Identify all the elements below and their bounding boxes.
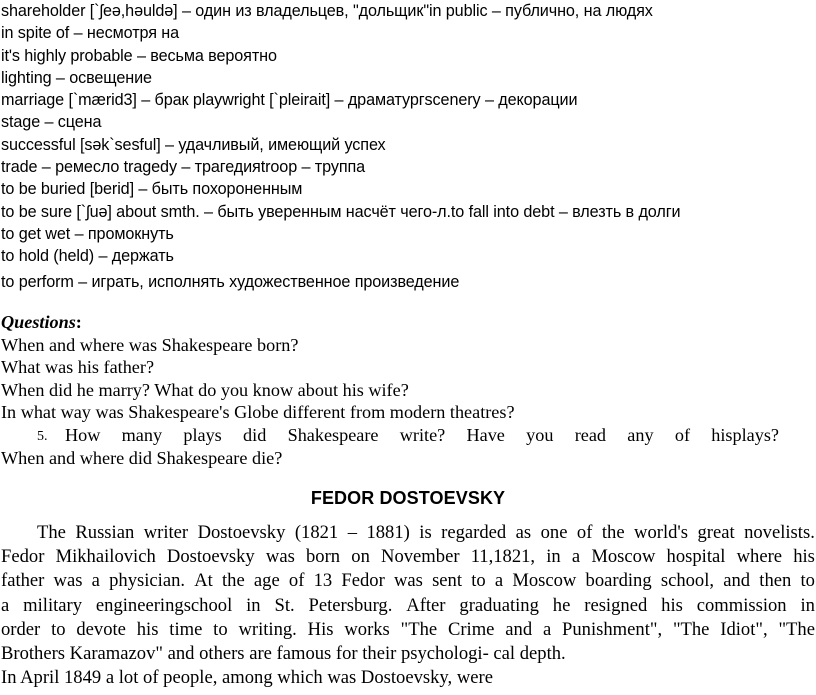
article-word: boarding [585,570,652,592]
question-item: In what way was Shakespeare's Globe different from modern theatres? [1,402,515,423]
question-word: of [674,424,690,445]
question-word: plays [183,424,222,445]
article-word: to [471,570,486,592]
article-word: graduating [459,594,539,616]
article-word: the [601,522,625,543]
article-word: of [288,570,305,592]
article-word: "The [400,618,438,640]
article-word: writing. [238,618,297,640]
article-word: of [576,522,593,543]
questions-heading-label: Questions [1,312,76,332]
question-word: any [627,424,654,445]
article-word: world's [634,522,688,543]
article-word: Moscow [512,570,577,592]
article-word: the [222,570,245,592]
article-word: was [53,570,83,592]
article-word: St. [274,594,295,616]
article-word: school, [660,570,715,592]
vocabulary-entry: lighting – освещение [1,68,152,87]
article-word: physician. [109,570,186,592]
vocabulary-entry: it's highly probable – весьма вероятно [1,46,277,65]
article-word: in [246,594,261,616]
vocabulary-entry: in spite of – несмотря на [1,24,180,43]
vocabulary-entry: to be buried [berid] – быть похороненным [1,180,303,199]
vocabulary-entry: trade – ремесло tragedy – трагедияtroop – труппа [1,158,366,177]
question-item: When and where was Shakespeare born? [1,334,299,355]
article-word: age [253,570,280,592]
question-word: write? [399,424,446,445]
article-word: Mikhailovich [55,546,156,568]
article-word: "The [778,618,815,640]
article-word: his [136,618,159,640]
vocabulary-entry: shareholder [`ʃeə,həuldə] – один из владельцев, "дольщик"in public – публично, на людях [1,2,653,20]
article-line [1,569,815,593]
article-body [1,521,815,690]
article-word: Punishment", [562,618,663,640]
article-word: 11,1821, [470,546,536,568]
question-word: did [243,424,267,445]
article-word: novelists. [744,522,815,543]
article-word: where [736,546,783,568]
vocabulary-list [1,0,815,296]
article-word: then [759,570,792,592]
vocabulary-entry: to hold (held) – держать [1,247,174,266]
article-word: was [265,546,295,568]
article-line [1,521,815,545]
article-word: works [344,618,390,640]
article-word: engineeringschool [95,594,233,616]
article-line: In April 1849 a lot of people, among which was Dostoevsky, were [1,667,493,689]
article-word: military [23,594,83,616]
article-word: commission [696,594,787,616]
article-word: resigned [584,594,648,616]
article-word: to [800,570,815,592]
article-word: After [406,594,446,616]
article-word: Fedor [341,570,385,592]
question-word: Have [466,424,505,445]
article-word: a [494,570,504,592]
article-word: Moscow [591,546,656,568]
question-word: many [121,424,163,445]
article-word: – [347,522,357,543]
article-word: November [381,546,460,568]
article-line: Brothers Karamazov" and others are famous for their psychologi- cal depth. [1,642,566,664]
article-word: At [194,570,213,592]
article-word: devote [76,618,126,640]
article-word: writer [143,522,189,543]
question-number: 5. [37,428,48,444]
questions-heading [1,311,815,334]
article-word: was [393,570,423,592]
vocabulary-entry: stage – сцена [1,113,102,132]
article-title: FEDOR DOSTOEVSKY [310,488,506,508]
article-word: great [697,522,735,543]
article-word: Crime [447,618,495,640]
question-word: Shakespeare [287,424,379,445]
question-numbered-item [1,424,779,447]
article-word: (1821 [294,522,339,543]
article-word: to [51,618,66,640]
question-item: What was his father? [1,357,155,378]
article-word: in [546,546,561,568]
article-word: hospital [666,546,726,568]
article-word: Petersburg. [308,594,393,616]
article-word: is [419,522,432,543]
question-word: hisplays? [711,424,779,445]
article-word: in [800,594,815,616]
article-word: Russian [75,522,135,543]
vocabulary-entry: marriage [`mærid3] – брак playwright [`pleirait] – драматургscenery – декорации [1,91,578,110]
article-word: born [306,546,341,568]
article-word: Dostoevsky [197,522,286,543]
article-line [1,618,815,642]
vocabulary-entry: to perform – играть, исполнять художественное произведение [1,272,460,291]
questions-heading-colon: : [75,312,82,332]
article-line [1,545,815,569]
article-word: a [91,570,100,592]
article-word: Fedor [1,546,45,568]
question-item: When and where did Shakespeare die? [1,447,283,468]
article-word: sent [432,570,463,592]
article-word: his [661,594,683,616]
article-word: as [515,522,532,543]
article-word: father [1,570,45,592]
article-word: he [552,594,571,616]
article-word: and [505,618,533,640]
article-word: one [540,522,568,543]
vocabulary-entry: to get wet – промокнуть [1,224,174,243]
article-word: 1881) [366,522,410,543]
article-word: "The [672,618,710,640]
article-word: on [351,546,370,568]
article-word: order [1,618,41,640]
question-numbered-text [65,424,779,447]
question-item: When did he marry? What do you know about his wife? [1,379,409,400]
article-word: The [37,522,66,543]
questions-section [1,311,815,469]
article-word: a [571,546,581,568]
article-word: regarded [441,522,507,543]
article-word: his [793,546,815,568]
article-word: to [213,618,228,640]
article-word: a [542,618,552,640]
article-line [1,594,815,618]
vocabulary-entry: successful [sək`sesful] – удачливый, имеющий успех [1,135,386,154]
question-word: read [574,424,607,445]
article-word: Dostoevsky [166,546,255,568]
article-word: a [1,594,10,616]
article-word: and [723,570,751,592]
article-word: 13 [313,570,333,592]
article-word: Idiot", [720,618,768,640]
question-word: you [526,424,554,445]
question-word: How [65,424,101,445]
article-word: time [169,618,203,640]
article-word: His [307,618,334,640]
vocabulary-entry: to be sure [`ʃuə] about smth. – быть уверенным насчёт чего-л.to fall into debt – влезть в долги [1,202,681,221]
